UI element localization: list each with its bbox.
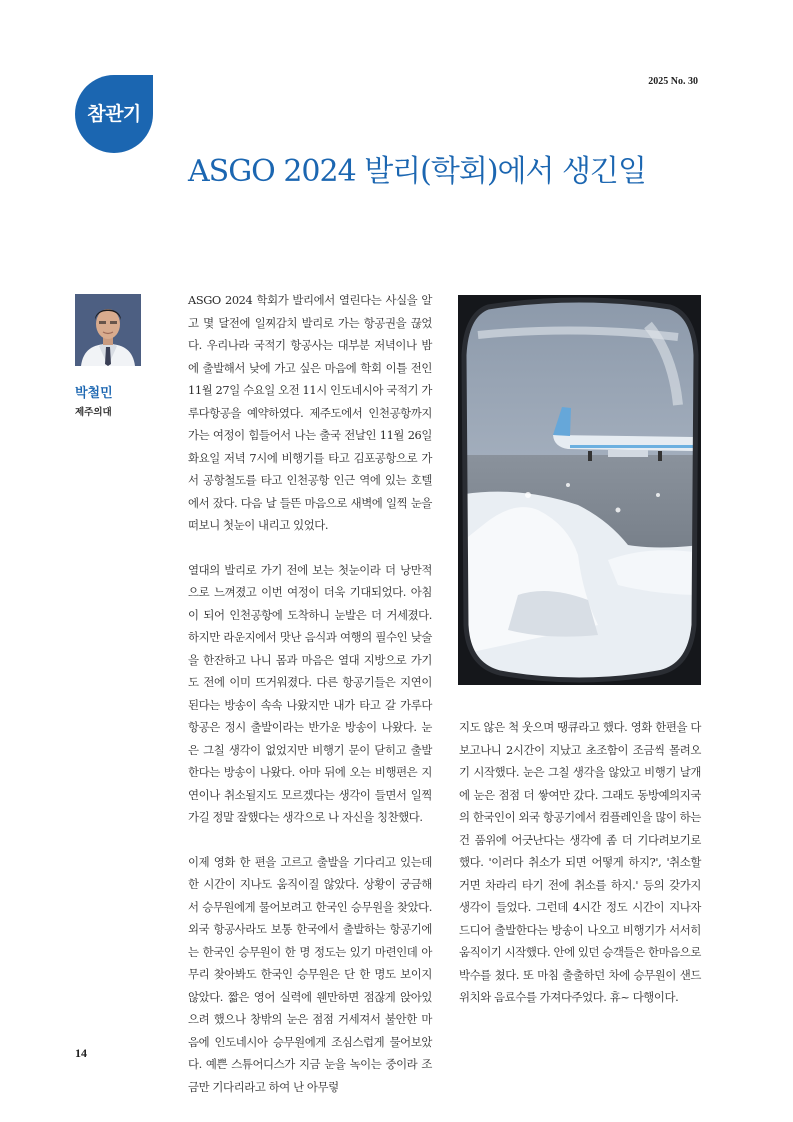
issue-number: 2025 No. 30 bbox=[648, 76, 698, 87]
body-paragraph: 열대의 발리로 가기 전에 보는 첫눈이라 더 낭만적으로 느껴졌고 이번 여정이 더욱 기대되었다. 아침이 되어 인천공항에 도착하니 눈발은 더 거세졌다. 하지만 라운지에서 맛난 음식과 여행의 필수인 낮술을 한잔하고 나니 몸과 마음은 열대 지방으로 가기도 전에 이미 뜨거워졌다. 다른 항공기들은 지연이 된다는 방송이 속속 나왔지만 내가 타고 갈 가루다항공은 정시 출발이라는 반가운 방송이 나왔다. 눈은 그칠 생각이 없었지만 비행기 문이 닫히고 출발한다는 방송이 나왔다. 아마 뒤에 오는 비행편은 지연이나 취소될지도 모르겠다는 생각이 들면서 일찍 가길 정말 잘했다는 생각으로 나 자신을 칭찬했다. bbox=[188, 562, 432, 824]
author-portrait-icon bbox=[75, 294, 141, 366]
body-paragraph: ASGO 2024 학회가 발리에서 열린다는 사실을 알고 몇 달전에 일찌감치 발리로 가는 항공권을 끊었다. 우리나라 국적기 항공사는 대부분 저녁이나 밤에 출발해서 낮에 가고 싶은 마음에 학회 이틀 전인 11월 27일 수요일 오전 11시 인도네시아 국적기 가루다항공을 예약하였다. 제주도에서 인천공항까지 가는 여정이 힘들어서 나는 출국 전날인 11월 26일 화요일 저녁 7시에 비행기를 타고 김포공항으로 가서 공항철도를 타고 인천공항 인근 역에 있는 호텔에서 잤다. 다음 날 들뜬 마음으로 새벽에 일찍 눈을 떠보니 첫눈이 내리고 있었다. bbox=[188, 293, 432, 532]
author-photo bbox=[75, 294, 141, 366]
snowy-airplane-window-icon bbox=[458, 295, 701, 685]
airplane-window-photo bbox=[458, 295, 701, 685]
article-title: ASGO 2024 발리(학회)에서 생긴일 bbox=[188, 154, 646, 189]
author-affiliation: 제주의대 bbox=[75, 407, 112, 418]
body-column-left bbox=[188, 289, 432, 1120]
body-paragraph: 지도 않은 척 웃으며 땡큐라고 했다. 영화 한편을 다 보고나니 2시간이 지났고 초조함이 조금씩 몰려오기 시작했다. 눈은 그칠 생각을 않았고 비행기 날개에 눈은 점점 더 쌓여만 갔다. 그래도 동방예의지국의 한국인이 외국 항공기에서 컴플레인을 많이 하는건 품위에 어긋난다는 생각에 좀 더 기다려보기로 했다. '이러다 취소가 되면 어떻게 하지?', '취소할 거면 차라리 타기 전에 취소를 하지.' 등의 갖가지 생각이 들었다. 그런데 4시간 정도 시간이 지나자 드디어 출발한다는 방송이 나오고 비행기가 서서히 움직이기 시작했다. 안에 있던 승객들은 한마음으로 박수를 쳤다. 또 마침 출출하던 차에 승무원이 샌드위치와 음료수를 가져다주었다. 휴~ 다행이다. bbox=[459, 720, 701, 1004]
page-number: 14 bbox=[75, 1046, 87, 1060]
body-paragraph: 이제 영화 한 편을 고르고 출발을 기다리고 있는데 한 시간이 지나도 움직이질 않았다. 상황이 궁금해서 승무원에게 물어보려고 한국인 승무원을 찾았다. 외국 항공사라도 보통 한국에서 출발하는 항공기에는 한국인 승무원이 한 명 정도는 있기 마련인데 아무리 찾아봐도 한국인 승무원은 단 한 명도 보이지 않았다. 짧은 영어 실력에 웬만하면 점잖게 앉아있으려 했으나 창밖의 눈은 점점 거세져서 불안한 마음에 인도네시아 승무원에게 조심스럽게 물어보았다. 예쁜 스튜어디스가 지금 눈을 녹이는 중이라 조금만 기다리라고 하여 난 아무렇 bbox=[188, 854, 432, 1094]
author-name: 박철민 bbox=[75, 386, 113, 401]
section-badge bbox=[75, 75, 153, 153]
section-badge-label: 참관기 bbox=[87, 102, 141, 125]
body-column-right bbox=[459, 716, 701, 1031]
